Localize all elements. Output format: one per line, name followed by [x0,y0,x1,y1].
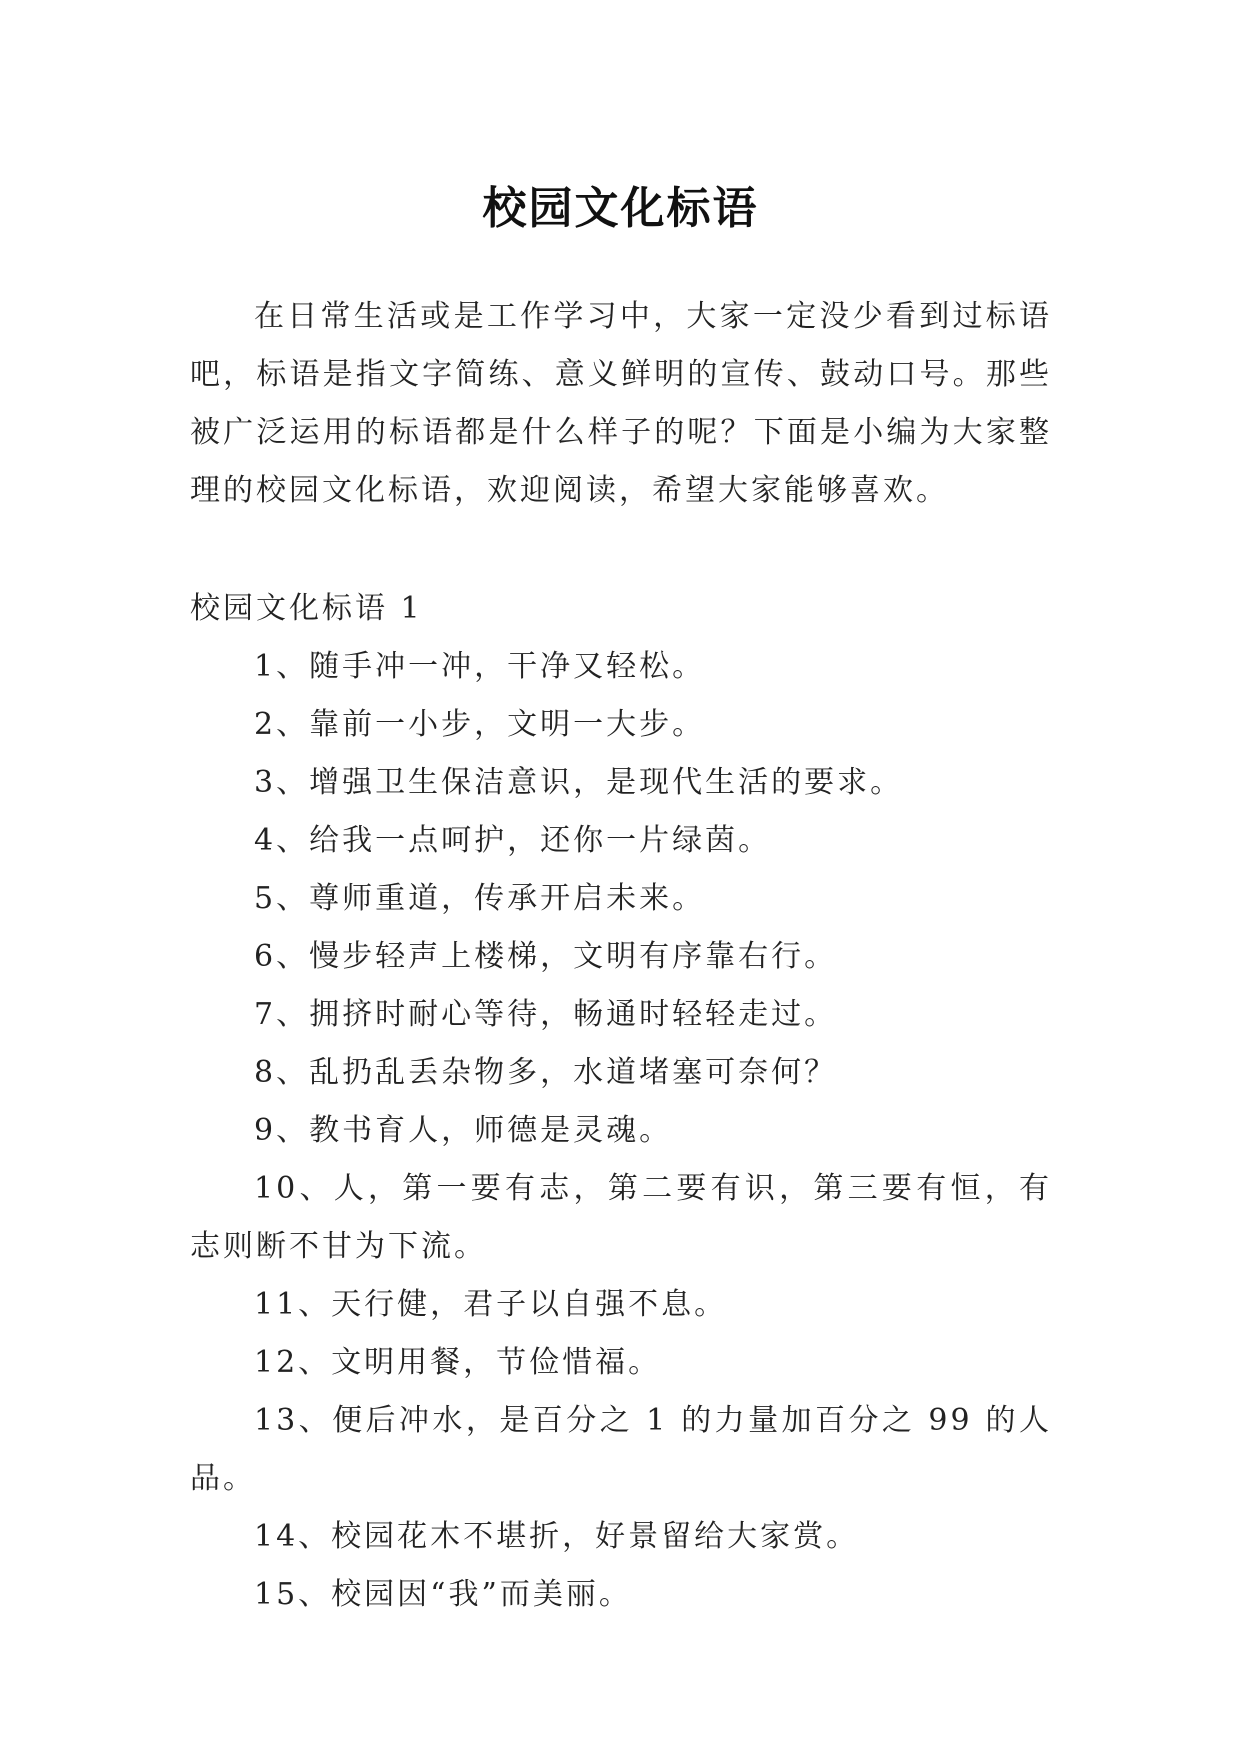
slogan-item: 12、文明用餐，节俭惜福。 [254,1345,662,1380]
slogan-item: 3、增强卫生保洁意识，是现代生活的要求。 [254,765,904,800]
slogan-item: 2、靠前一小步，文明一大步。 [254,707,706,742]
slogan-item: 6、慢步轻声上楼梯，文明有序靠右行。 [254,939,838,974]
slogan-item: 5、尊师重道，传承开启未来。 [254,881,706,916]
slogan-item: 11、天行健，君子以自强不息。 [254,1287,728,1322]
slogan-item: 15、校园因“我”而美丽。 [254,1577,632,1612]
slogan-section [190,580,1070,1624]
slogan-item: 8、乱扔乱丢杂物多，水道堵塞可奈何？ [254,1055,838,1090]
slogan-item: 7、拥挤时耐心等待，畅通时轻轻走过。 [254,997,838,1032]
section-heading: 校园文化标语 1 [190,591,423,626]
slogan-item: 9、教书育人，师德是灵魂。 [254,1113,673,1148]
slogan-item: 1、随手冲一冲，干净又轻松。 [254,649,706,684]
slogan-item: 13、便后冲水，是百分之 1 的力量加百分之 99 的人品。 [190,1403,1052,1496]
slogan-item: 10、人，第一要有志，第二要有识，第三要有恒，有志则断不甘为下流。 [190,1171,1052,1264]
slogan-item: 14、校园花木不堪折，好景留给大家赏。 [254,1519,860,1554]
document-title: 校园文化标语 [482,183,759,235]
intro-paragraph: 在日常生活或是工作学习中，大家一定没少看到过标语吧，标语是指文字简练、意义鲜明的宣传、鼓动口号。那些被广泛运用的标语都是什么样子的呢？下面是小编为大家整理的校园文化标语，欢迎阅读，希望大家能够喜欢。 [190,299,1052,508]
slogan-item: 4、给我一点呵护，还你一片绿茵。 [254,823,772,858]
